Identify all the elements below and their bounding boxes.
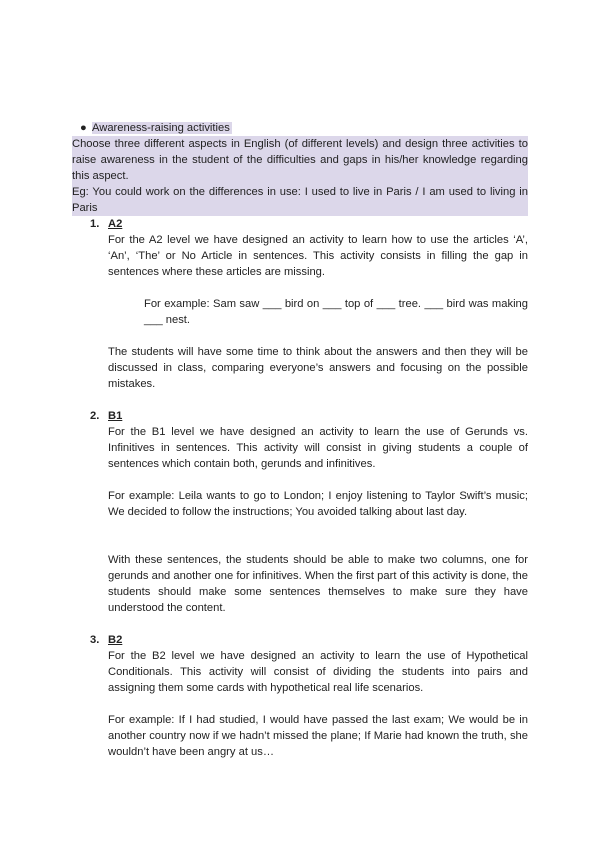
instructions-paragraph: Choose three different aspects in English (of different levels) and design three activities to raise awareness in the student of the difficulties and gaps in his/her knowledge regarding this aspect. [72,138,528,182]
section-intro: For the A2 level we have designed an activity to learn how to use the articles ‘A’, ‘An’, ‘The’ or No Article in sentences. This activity consists in filling the gap in sentences where these articles are missing. [108,234,528,278]
bullet-item [72,120,528,136]
bullet-label: Awareness-raising activities [92,122,230,134]
section-heading: B1 [108,410,123,422]
section-closing: The students will have some time to think about the answers and then they will be discussed in class, comparing everyone’s answers and focusing on the possible mistakes. [108,346,528,390]
section-example: For example: If I had studied, I would have passed the last exam; We would be in another country now if we hadn’t missed the plane; If Marie had known the truth, she wouldn’t have been angry at us… [108,714,528,758]
bullet-dot-icon: ● [80,122,87,134]
section-heading: B2 [108,634,123,646]
section-intro: For the B2 level we have designed an activity to learn the use of Hypothetical Conditionals. This activity will consist of dividing the students into pairs and assigning them some cards with hypothetical real life scenarios. [108,650,528,694]
section-number: 2. [90,410,100,422]
instructions-example: Eg: You could work on the differences in use: I used to live in Paris / I am used to living in Paris [72,186,528,214]
section-example: For example: Leila wants to go to London; I enjoy listening to Taylor Swift’s music; We decided to follow the instructions; You avoided talking about last day. [108,490,528,518]
section-number: 3. [90,634,100,646]
section-closing: With these sentences, the students should be able to make two columns, one for gerunds and another one for infinitives. When the first part of this activity is done, the students should make some sentences themselves to make sure they have understood the content. [108,554,528,614]
section-example: For example: Sam saw ___ bird on ___ top of ___ tree. ___ bird was making ___ nest. [144,298,528,326]
section-heading: A2 [108,218,123,230]
section-intro: For the B1 level we have designed an activity to learn the use of Gerunds vs. Infinitives in sentences. This activity will consist in giving students a couple of sentences which contain both, gerunds and infinitives. [108,426,528,470]
section-number: 1. [90,218,100,230]
